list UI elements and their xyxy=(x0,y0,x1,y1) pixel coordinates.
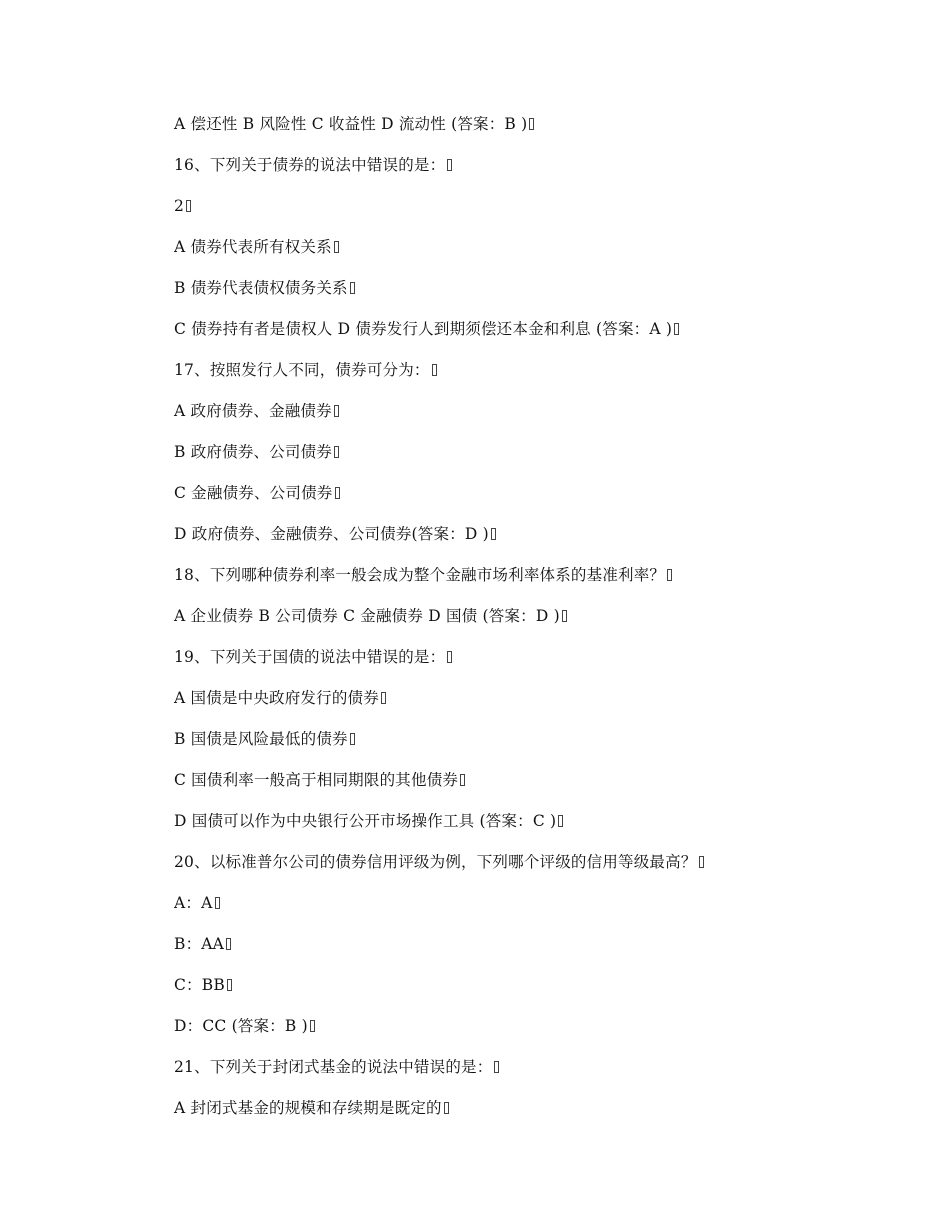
paragraph-mark-icon xyxy=(447,651,452,663)
answer-options-line: A 企业债券 B 公司债券 C 金融债券 D 国债 (答案：D ) xyxy=(174,602,914,643)
paragraph-mark-icon xyxy=(667,569,672,581)
question-17: 17、按照发行人不同，债券可分为： xyxy=(174,356,914,397)
option-line: B 债券代表债权债务关系 xyxy=(174,274,914,315)
option-line: B 政府债券、公司债券 xyxy=(174,438,914,479)
paragraph-mark-icon xyxy=(381,692,386,704)
paragraph-mark-icon xyxy=(494,1061,499,1073)
option-answer-line: D 政府债券、金融债券、公司债券(答案：D ) xyxy=(174,520,914,561)
paragraph-mark-icon xyxy=(558,815,563,827)
paragraph-mark-icon xyxy=(350,282,355,294)
paragraph-mark-icon xyxy=(674,323,679,335)
paragraph-mark-icon xyxy=(335,487,340,499)
paragraph-mark-icon xyxy=(334,446,339,458)
paragraph-mark-icon xyxy=(491,528,496,540)
paragraph-mark-icon xyxy=(444,1102,449,1114)
option-line: A 国债是中央政府发行的债券 xyxy=(174,684,914,725)
option-line: C 国债利率一般高于相同期限的其他债券 xyxy=(174,766,914,807)
option-line: A 政府债券、金融债券 xyxy=(174,397,914,438)
option-answer-line: D：CC (答案：B ) xyxy=(174,1012,914,1053)
document-body xyxy=(174,110,914,1135)
paragraph-mark-icon xyxy=(432,364,437,376)
answer-options-line: A 偿还性 B 风险性 C 收益性 D 流动性 (答案：B ) xyxy=(174,110,914,151)
paragraph-mark-icon xyxy=(529,118,534,130)
question-21: 21、下列关于封闭式基金的说法中错误的是： xyxy=(174,1053,914,1094)
paragraph-mark-icon xyxy=(215,897,220,909)
option-line: B：AA xyxy=(174,930,914,971)
question-16: 16、下列关于债券的说法中错误的是： xyxy=(174,151,914,192)
option-line: B 国债是风险最低的债券 xyxy=(174,725,914,766)
paragraph-mark-icon xyxy=(186,200,191,212)
paragraph-mark-icon xyxy=(699,856,704,868)
option-line: C 金融债券、公司债券 xyxy=(174,479,914,520)
option-line: A：A xyxy=(174,889,914,930)
page-number: 2 xyxy=(174,192,914,233)
paragraph-mark-icon xyxy=(226,938,231,950)
option-line: A 债券代表所有权关系 xyxy=(174,233,914,274)
paragraph-mark-icon xyxy=(334,241,339,253)
question-20: 20、以标准普尔公司的债券信用评级为例，下列哪个评级的信用等级最高？ xyxy=(174,848,914,889)
paragraph-mark-icon xyxy=(227,979,232,991)
question-19: 19、下列关于国债的说法中错误的是： xyxy=(174,643,914,684)
paragraph-mark-icon xyxy=(562,610,567,622)
paragraph-mark-icon xyxy=(447,159,452,171)
paragraph-mark-icon xyxy=(310,1020,315,1032)
option-line: C：BB xyxy=(174,971,914,1012)
question-18: 18、下列哪种债券利率一般会成为整个金融市场利率体系的基准利率？ xyxy=(174,561,914,602)
option-line: A 封闭式基金的规模和存续期是既定的 xyxy=(174,1094,914,1135)
paragraph-mark-icon xyxy=(460,774,465,786)
paragraph-mark-icon xyxy=(334,405,339,417)
option-answer-line: C 债券持有者是债权人 D 债券发行人到期须偿还本金和利息 (答案：A ) xyxy=(174,315,914,356)
paragraph-mark-icon xyxy=(350,733,355,745)
option-answer-line: D 国债可以作为中央银行公开市场操作工具 (答案：C ) xyxy=(174,807,914,848)
